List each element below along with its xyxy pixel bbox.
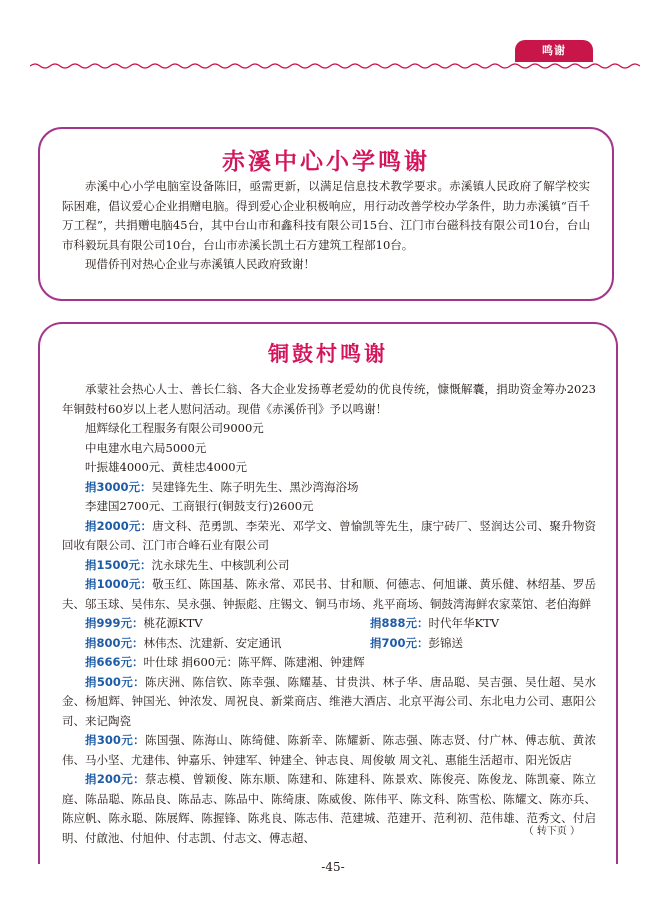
continued-note: （ 转下页 ） [523, 826, 580, 837]
donor-row-pair [62, 614, 596, 634]
donor-line [370, 614, 499, 634]
donor-row-pair [62, 634, 596, 654]
amount-label: 捐500元： [85, 674, 146, 689]
amount-label: 捐300元： [85, 733, 146, 747]
article-body [62, 380, 596, 848]
donor-line [62, 731, 596, 770]
donor-line: 李建国2700元、工商银行(铜鼓支行)2600元 [85, 499, 314, 513]
article-title: 铜鼓村鸣谢 [268, 342, 388, 366]
donor-line [62, 653, 596, 673]
article-body [62, 177, 590, 275]
donor-line [62, 673, 596, 732]
donor-line [62, 575, 596, 614]
donor-line: 叶振雄4000元、黄桂忠4000元 [85, 460, 248, 474]
amount-label: 捐888元： [370, 616, 429, 630]
article-box-tonggu-village [38, 322, 618, 864]
donor-line [370, 634, 463, 654]
donor-list: 叶仕球 捐600元：陈平辉、陈建湘、钟建辉 [143, 655, 365, 669]
article-box-chixi-school [38, 127, 614, 301]
donor-list: 陈庆洲、陈信钦、陈幸强、陈耀基、甘贵洪、林子华、唐品聪、吴吉强、吴仕超、吴水金、杨旭辉、钟国光、钟浓发、周祝良、新棠商店、维港大酒店、北京平海公司、东北电力公司、惠阳公司、来记陶瓷 [62, 674, 596, 728]
donor-line [62, 478, 596, 498]
donor-line [62, 770, 596, 848]
donor-line [62, 556, 596, 576]
amount-label: 捐1000元： [85, 577, 153, 591]
donor-list: 林伟杰、沈建新、安定通讯 [143, 635, 282, 650]
donor-list: 彭锦送 [428, 635, 464, 650]
article-title: 赤溪中心小学鸣谢 [222, 149, 430, 175]
intro-paragraph: 承蒙社会热心人士、善长仁翁、各大企业发扬尊老爱幼的优良传统，慷慨解囊，捐助资金筹办2023年铜鼓村60岁以上老人慰问活动。现借《赤溪侨刊》予以鸣谢！ [62, 382, 596, 416]
donor-line: 中电建水电六局5000元 [85, 440, 207, 455]
amount-label: 捐2000元： [85, 518, 153, 533]
amount-label: 捐700元： [370, 635, 429, 650]
donor-list: 沈永球先生、中核凯利公司 [151, 557, 290, 572]
paragraph: 赤溪中心小学电脑室设备陈旧，亟需更新，以满足信息技术教学要求。赤溪镇人民政府了解学校实际困难，倡议爱心企业捐赠电脑。得到爱心企业积极响应，用行动改善学校办学条件，助力赤溪镇“百千万工程”，共捐赠电脑45台，其中台山市和鑫科技有限公司15台、江门市台磁科技有限公司10台，台山市科毅玩具有限公司10台，台山市赤溪长凯土石方建筑工程部10台。 [62, 179, 590, 252]
amount-label: 捐999元： [85, 616, 144, 630]
donor-list: 唐文科、范勇凯、李荣光、邓学文、曾愉凯等先生，康宁砖厂、竖润达公司、聚升物资回收有限公司、江门市合峰石业有限公司 [62, 518, 596, 552]
amount-label: 捐666元： [85, 655, 144, 669]
donor-list: 蔡志模、曾颖俊、陈东顺、陈建和、陈建科、陈景欢、陈俊亮、陈俊龙、陈凯豪、陈立庭、陈品聪、陈品良、陈品志、陈品中、陈绮康、陈威俊、陈伟平、陈文科、陈雪松、陈耀文、陈亦兵、陈应帆、陈永聪、陈展辉、陈握锋、陈兆良、陈志伟、范建城、范建开、范利初、范伟雄、范秀文、付启明、付啟池、付旭仲、付志凯、付志文、傅志超、 [62, 772, 596, 845]
donor-line [62, 517, 596, 556]
section-tab: 鸣谢 [515, 40, 593, 62]
donor-line [62, 614, 370, 634]
donor-list: 桃花源KTV [143, 616, 203, 630]
amount-label: 捐3000元： [85, 479, 152, 494]
donor-list: 吴建锋先生、陈子明先生、黑沙湾海浴场 [151, 479, 359, 494]
donor-list: 敬玉红、陈国基、陈永常、邓民书、甘和顺、何德志、何旭谦、黄乐健、林绍基、罗岳夫、邬玉球、吴伟东、吴永强、钟振彪、庄锡文、铜马市场、兆平商场、铜鼓湾海鲜农家菜馆、老伯海鲜 [62, 577, 596, 611]
donor-line: 旭辉绿化工程服务有限公司9000元 [85, 421, 264, 435]
paragraph: 现借侨刊对热心企业与赤溪镇人民政府致谢！ [85, 257, 315, 271]
page-number: -45- [321, 860, 345, 874]
donor-list: 陈国强、陈海山、陈绮健、陈新幸、陈耀新、陈志强、陈志贤、付广林、傅志航、黄浓伟、马小坚、尤建伟、钟嘉乐、钟建军、钟建全、钟志良、周俊敏 周文礼、惠能生活超市、阳光饭店 [62, 733, 596, 767]
donor-list: 时代年华KTV [428, 616, 500, 630]
donor-line [62, 634, 370, 654]
amount-label: 捐1500元： [85, 557, 152, 572]
amount-label: 捐200元： [85, 772, 146, 786]
decorative-wave-line [30, 62, 640, 70]
amount-label: 捐800元： [85, 635, 144, 650]
